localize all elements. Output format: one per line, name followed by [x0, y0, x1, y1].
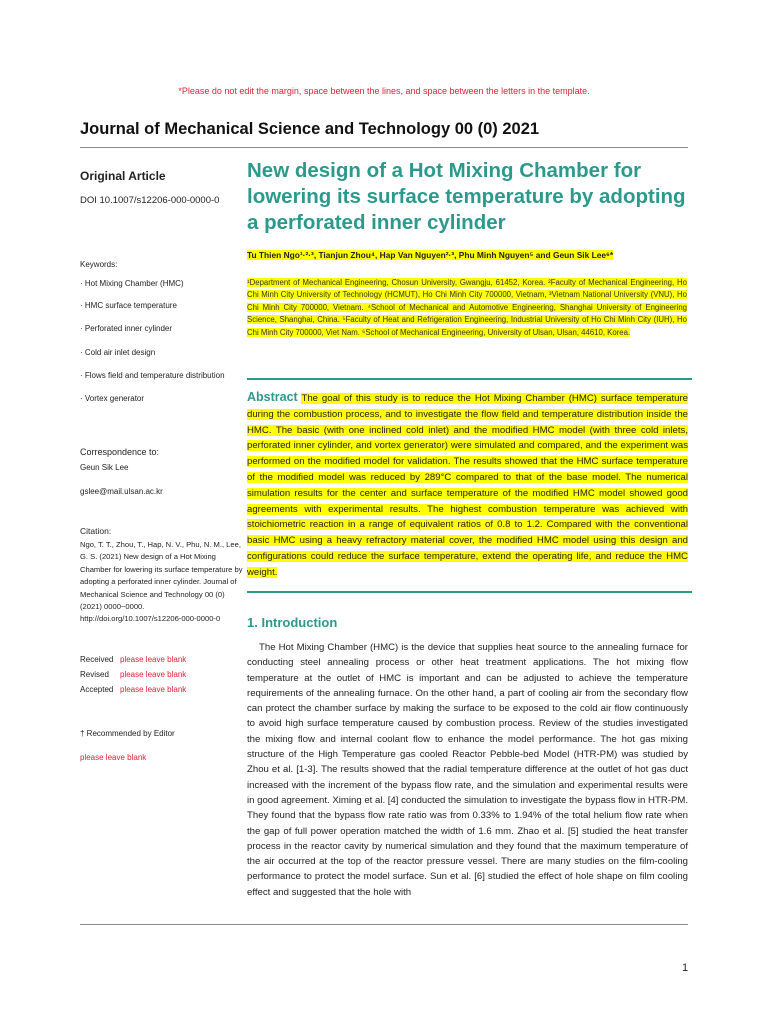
keyword-item: · Perforated inner cylinder	[80, 324, 173, 333]
authors-text: Tu Thien Ngo¹·²·³, Tianjun Zhou⁴, Hap Van Nguyen²·³, Phu Minh Nguyen⁵ and Geun Sik Lee⁶*	[247, 250, 614, 260]
received-label: Received	[80, 655, 114, 664]
section-heading-introduction: 1. Introduction	[247, 615, 338, 630]
correspondent-email[interactable]: gslee@mail.ulsan.ac.kr	[80, 487, 163, 496]
page-number: 1	[682, 962, 689, 974]
citation-text: Ngo, T. T., Zhou, T., Hap, N. V., Phu, N. M., Lee, G. S. (2021) New design of a Hot Mixing Chamber for lowering its surface temperature by adopting a perforated inner cylinder. Journal of Mechanical Science and Technology 00 (0) (2021) 0000~0000. http://doi.org/10.1007/s12206-000-0000-0	[80, 540, 243, 624]
keyword-item: · Hot Mixing Chamber (HMC)	[80, 279, 184, 288]
keyword-item: · Flows field and temperature distribution	[80, 371, 225, 380]
received-value: please leave blank	[120, 655, 187, 664]
keyword-item: · HMC surface temperature	[80, 301, 177, 310]
paper-title: New design of a Hot Mixing Chamber for lowering its surface temperature by adopting a perforated inner cylinder	[247, 159, 686, 234]
accepted-row	[80, 685, 187, 694]
accepted-value: please leave blank	[120, 685, 187, 694]
keywords-label: Keywords:	[80, 260, 118, 269]
abstract-label: Abstract	[247, 390, 298, 404]
revised-row	[80, 670, 187, 679]
template-notice: *Please do not edit the margin, space between the lines, and space between the letters in the template.	[178, 86, 590, 96]
accepted-label: Accepted	[80, 685, 114, 694]
journal-header: Journal of Mechanical Science and Technology 00 (0) 2021	[80, 120, 540, 138]
abstract-block	[247, 390, 688, 581]
correspondence-label: Correspondence to:	[80, 447, 160, 457]
editor-value: please leave blank	[80, 753, 147, 762]
article-type: Original Article	[80, 169, 166, 183]
author-list	[247, 250, 613, 260]
keyword-item: · Vortex generator	[80, 394, 145, 403]
received-row	[80, 655, 187, 664]
affiliations	[247, 277, 687, 339]
keyword-item: · Cold air inlet design	[80, 348, 156, 357]
header-divider	[80, 147, 688, 148]
revised-value: please leave blank	[120, 670, 187, 679]
affiliations-text: ¹Department of Mechanical Engineering, Chosun University, Gwangju, 61452, Korea. ²Faculty of Mechanical Engineering, Ho Chi Minh City University of Technology (HCMUT), Ho Chi Minh City 700000, Vietnam, ³Vietnam National University (VNU), Ho Chi Minh City 700000, Vietnam. ⁴School of Mechanical and Automotive Engineering, Shanghai University of Engineering Science, Shanghai, China. ⁵Faculty of Heat and Refrigeration Engineering, Industrial University of Ho Chi Minh City (IUH), Ho Chi Minh City 700000, Viet Nam. ⁶School of Mechanical Engineering, University of Ulsan, Ulsan, 44610, Korea.	[247, 278, 687, 337]
revised-label: Revised	[80, 670, 109, 679]
abstract-top-rule	[247, 378, 692, 380]
editor-note: † Recommended by Editor	[80, 729, 175, 738]
abstract-text: The goal of this study is to reduce the Hot Mixing Chamber (HMC) surface temperature during the combustion process, and to investigate the flow field and temperature distribution inside the HMC. The basic (with one inclined cold inlet) and the modified HMC model (with three cold inlets, perforated inner cylinder, and vortex generator) were simulated and compared, and the experiment was performed on the modified model for validation. The results showed that the HMC surface temperature of the modified model was reduced by 289°C compared to that of the base model. The numerical simulation results for the center and surface temperature of the modified HMC model showed good agreements with experimental results. The highest combustion temperature was achieved with stoichiometric reaction in a range of equivalent ratios of 0.8 to 1.2. Compared with the conventional basic HMC using a heavy refractory material cover, the modified HMC model using this design and configurations could reduce the surface temperature, extend the operating life, and reduce the HMC weight.	[247, 393, 688, 578]
introduction-text: The Hot Mixing Chamber (HMC) is the device that supplies heat source to the annealing furnace for conducting steel annealing process or other heat treatment applications. The hot mixing flow temperature at the outlet of HMC is important and can be adjusted to achieve the temperature requirements of the annealing furnace. On the other hand, a part of cooling air from the secondary flow can protect the chamber surface by making the surface to be exposed to the cold air flow continuously to avoid high surface temperature caused by combustion process. Review of the studies investigated the mixing flow and internal coolant flow to enhance the model performance. The hot gas mixing structure of the High Temperature gas cooled Reactor Pebble-bed Model (HTR-PM) was studied by Zhou et al. [1-3]. The results showed that the radial temperature difference at the outlet of hot gas duct increased with the increment of the bypass flow rate, and the simulation and experimental results were in good agreement. Ximing et al. [4] conducted the simulation to investigate the bypass flow in HTR-PM. They found that the bypass flow rate ratio was from 0.33% to 1.94% of the total helium flow rate when the gap of full power operation matched the width of 1.6 mm. Zhao et al. [5] studied the heat transfer process in the reactor cavity by numerical simulation and they found that the maximum temperature of the air occurred at the top of the reactor pressure vessel. There are many studies on the film-cooling performance to protect the model surface. Sun et al. [6] studied the effect of hole shape on film cooling effect and suggested that the hole with	[247, 642, 689, 898]
citation-label: Citation:	[80, 526, 112, 536]
correspondent-name: Geun Sik Lee	[80, 463, 129, 472]
doi: DOI 10.1007/s12206-000-0000-0	[80, 195, 220, 206]
abstract-bottom-rule	[247, 591, 692, 593]
footer-divider	[80, 924, 688, 925]
